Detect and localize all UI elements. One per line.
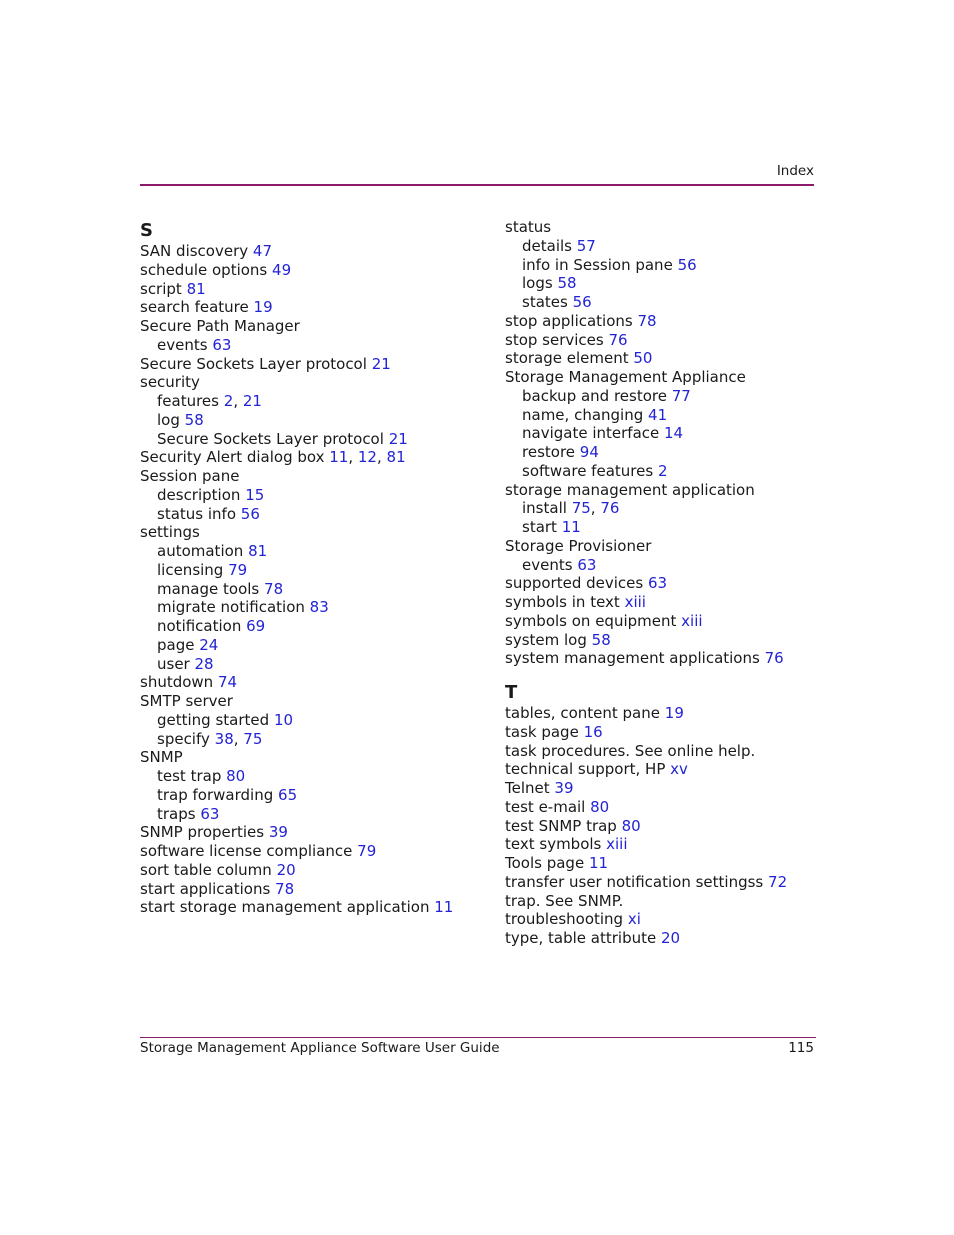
index-subentry	[140, 711, 470, 730]
index-entry	[505, 742, 825, 761]
index-term: tables, content pane	[505, 704, 660, 722]
index-term: specify	[157, 729, 210, 748]
index-term: licensing	[157, 560, 224, 579]
index-term: info in Session pane	[522, 255, 673, 274]
index-term: stop applications	[505, 311, 633, 330]
index-subentry	[505, 518, 825, 537]
index-term: software features	[522, 461, 654, 480]
index-entry	[505, 593, 825, 612]
index-subentry	[140, 805, 470, 824]
index-entry	[505, 910, 825, 929]
header-rule	[140, 184, 814, 186]
page-link[interactable]: 15	[245, 485, 265, 504]
page-link[interactable]: 20	[276, 860, 296, 879]
page-link[interactable]: 58	[184, 410, 204, 429]
index-entry	[140, 842, 470, 861]
index-term: Session pane	[140, 467, 240, 485]
page-link[interactable]: 11	[561, 518, 581, 536]
index-entry	[140, 692, 470, 711]
index-entry	[505, 349, 825, 368]
page-link[interactable]: 38	[214, 729, 234, 748]
index-subentry: specify 38, 75	[157, 729, 263, 748]
index-entry	[505, 929, 825, 948]
page-link[interactable]: 21	[242, 392, 262, 410]
index-entry	[505, 817, 825, 836]
index-entry	[140, 355, 470, 374]
index-subentry	[140, 336, 470, 355]
index-term: start	[522, 518, 557, 536]
page-link[interactable]: 39	[268, 823, 288, 842]
page-link[interactable]: 10	[273, 710, 294, 729]
page-link[interactable]: 39	[554, 779, 574, 797]
index-entry	[505, 631, 825, 650]
index-subentry	[505, 424, 825, 443]
index-subentry	[140, 636, 470, 655]
index-term: start storage management application	[140, 898, 430, 917]
page-number: 115	[788, 1040, 814, 1056]
index-subentry	[505, 387, 825, 406]
page-link[interactable]: 11	[329, 448, 349, 467]
page-link[interactable]: 12	[357, 448, 377, 467]
page-link[interactable]: 2	[657, 461, 668, 480]
index-entry	[505, 854, 825, 873]
index-term: symbols on equipment	[505, 611, 677, 630]
page-link[interactable]: 69	[246, 617, 266, 635]
index-term: manage tools	[157, 579, 260, 598]
index-term: system management applications	[505, 649, 760, 668]
index-term: security	[140, 373, 200, 392]
index-term: system log	[505, 630, 587, 649]
index-term: test trap	[157, 767, 222, 785]
index-term: restore	[522, 443, 576, 461]
index-entry	[140, 673, 470, 692]
index-subentry	[140, 411, 470, 430]
page-link[interactable]: 76	[600, 499, 620, 518]
index-subentry	[505, 556, 825, 575]
index-term: migrate notification	[157, 598, 305, 617]
index-entry	[140, 317, 470, 336]
index-term: description	[157, 485, 241, 504]
page-link[interactable]: 28	[194, 654, 214, 673]
page-link[interactable]: 20	[661, 929, 681, 947]
index-entry	[505, 574, 825, 593]
running-header: Index	[776, 163, 814, 179]
index-term: Storage Provisioner	[505, 536, 652, 555]
page-link[interactable]: 58	[557, 274, 577, 293]
page-link[interactable]: 79	[228, 560, 248, 579]
index-term: features	[157, 392, 219, 410]
page-link[interactable]: 81	[248, 542, 268, 560]
page-link[interactable]: 56	[572, 293, 592, 311]
page-link[interactable]: 41	[648, 405, 668, 424]
index-term: status info	[157, 504, 236, 523]
index-section-letter: T	[505, 682, 518, 703]
index-term: trap. See SNMP.	[505, 891, 624, 910]
footer-title: Storage Management Appliance Software User Guide	[140, 1040, 500, 1056]
index-term: events	[157, 335, 208, 354]
index-term: type, table attribute	[505, 929, 657, 947]
index-term: SNMP	[140, 748, 183, 767]
index-subentry	[505, 237, 825, 256]
index-term: Security Alert dialog box	[140, 448, 325, 467]
index-term: start applications	[140, 879, 271, 898]
page-link[interactable]: 81	[386, 448, 406, 467]
index-subentry	[140, 561, 470, 580]
page-link[interactable]: 16	[583, 722, 603, 741]
page-link[interactable]: 77	[671, 386, 691, 405]
index-entry	[140, 880, 470, 899]
index-entry	[140, 898, 470, 917]
index-term: symbols in text	[505, 593, 620, 611]
page-link[interactable]: xiii	[681, 611, 703, 630]
index-term: Telnet	[505, 779, 550, 797]
index-term: test e-mail	[505, 797, 586, 816]
index-term: install	[522, 499, 567, 518]
index-subentry	[140, 786, 470, 805]
page-link[interactable]: 75	[571, 499, 591, 518]
page-link[interactable]: 21	[371, 354, 391, 373]
page-link[interactable]: 57	[576, 236, 596, 255]
index-entry	[505, 779, 825, 798]
index-term: events	[522, 555, 573, 574]
index-term: transfer user notification settingss	[505, 872, 764, 891]
index-entry	[140, 823, 470, 842]
page-link[interactable]: 80	[621, 816, 641, 835]
index-subentry	[140, 598, 470, 617]
index-term: Secure Sockets Layer protocol	[140, 354, 367, 373]
index-term: status	[505, 218, 552, 236]
page-link[interactable]: 80	[226, 767, 246, 785]
index-entry	[505, 481, 825, 500]
page-link[interactable]: 14	[664, 424, 684, 443]
page-link[interactable]: 50	[633, 349, 653, 368]
index-term: trap forwarding	[157, 785, 274, 804]
page-link[interactable]: 11	[434, 898, 454, 917]
index-subentry	[140, 617, 470, 636]
index-entry	[140, 748, 470, 767]
index-term: notification	[157, 617, 242, 635]
footer-rule	[140, 1037, 816, 1038]
index-term: task page	[505, 722, 579, 741]
index-entry	[140, 467, 470, 486]
index-entry	[505, 649, 825, 668]
index-subentry	[140, 580, 470, 599]
index-term: getting started	[157, 710, 270, 729]
page-link[interactable]: 75	[243, 729, 263, 748]
index-term: technical support, HP	[505, 760, 666, 779]
index-term: sort table column	[140, 860, 272, 879]
page-link[interactable]: 24	[199, 635, 219, 654]
index-term: navigate interface	[522, 424, 660, 443]
index-subentry	[505, 462, 825, 481]
index-term: name, changing	[522, 405, 644, 424]
index-entry: Security Alert dialog box 11, 12, 81	[140, 448, 406, 467]
index-term: details	[522, 236, 572, 255]
page-link[interactable]: 2	[223, 392, 234, 410]
page-link[interactable]: xv	[670, 760, 688, 779]
index-subentry	[505, 256, 825, 275]
index-subentry	[140, 655, 470, 674]
index-entry	[505, 612, 825, 631]
page-link[interactable]: 76	[608, 330, 628, 349]
index-term: supported devices	[505, 574, 644, 593]
index-entry	[505, 312, 825, 331]
index-term: logs	[522, 274, 553, 293]
index-term: task procedures. See online help.	[505, 741, 756, 760]
index-term: traps	[157, 804, 196, 823]
page-link[interactable]: xiii	[624, 593, 646, 611]
section-gap	[505, 668, 825, 680]
page-link[interactable]: 81	[186, 279, 206, 298]
index-section-letter: S	[140, 220, 153, 241]
page-link[interactable]: 76	[764, 649, 784, 668]
index-entry	[505, 704, 825, 723]
index-term: schedule options	[140, 260, 268, 279]
page-link[interactable]: 83	[309, 598, 329, 617]
page-link[interactable]: 47	[252, 242, 273, 260]
index-term: log	[157, 410, 180, 429]
index-term: SMTP server	[140, 692, 233, 710]
index-term: test SNMP trap	[505, 816, 617, 835]
index-entry	[140, 373, 470, 392]
page-link[interactable]: 21	[388, 429, 408, 448]
page-link[interactable]: 19	[253, 298, 273, 317]
page-link[interactable]: 11	[588, 854, 609, 872]
page-link[interactable]: 63	[212, 335, 232, 354]
page-link[interactable]: 56	[240, 504, 260, 523]
page-link[interactable]: 49	[272, 260, 292, 279]
page-link[interactable]: 72	[768, 872, 788, 891]
page-link[interactable]: xi	[627, 910, 641, 929]
index-entry	[505, 723, 825, 742]
index-column-right	[505, 218, 825, 948]
page-link[interactable]: 79	[357, 842, 377, 860]
index-entry	[505, 835, 825, 854]
index-subentry	[140, 505, 470, 524]
page-link[interactable]: 63	[200, 804, 220, 823]
index-entry	[505, 873, 825, 892]
index-subentry: install 75, 76	[522, 499, 620, 518]
index-term: SNMP properties	[140, 823, 265, 842]
index-term: troubleshooting	[505, 910, 624, 929]
index-term: Secure Path Manager	[140, 317, 300, 335]
page-link[interactable]: 65	[278, 785, 298, 804]
index-entry	[140, 261, 470, 280]
index-entry	[505, 218, 825, 237]
page-link[interactable]: 56	[677, 255, 697, 274]
index-term: SAN discovery	[140, 242, 249, 260]
page-link[interactable]: xiii	[606, 835, 628, 854]
index-entry	[505, 798, 825, 817]
index-term: page	[157, 635, 195, 654]
index-subentry	[140, 542, 470, 561]
index-column-left	[140, 218, 470, 917]
page-link[interactable]: 94	[579, 443, 599, 461]
index-entry	[140, 298, 470, 317]
page-link[interactable]: 19	[664, 704, 684, 722]
index-term: automation	[157, 542, 244, 560]
index-term: Storage Management Appliance	[505, 368, 746, 386]
index-subentry	[505, 293, 825, 312]
index-subentry	[505, 443, 825, 462]
index-entry	[140, 523, 470, 542]
index-term: text symbols	[505, 835, 602, 854]
index-term: software license compliance	[140, 842, 353, 860]
index-term: storage element	[505, 349, 629, 368]
index-subentry	[140, 430, 470, 449]
index-entry	[505, 760, 825, 779]
index-term: states	[522, 293, 568, 311]
page-link[interactable]: 78	[637, 311, 657, 330]
index-subentry: features 2, 21	[157, 392, 262, 410]
page-link[interactable]: 78	[275, 879, 295, 898]
index-entry	[140, 280, 470, 299]
index-entry	[140, 242, 470, 261]
index-subentry	[140, 767, 470, 786]
index-term: search feature	[140, 298, 249, 317]
index-term: Secure Sockets Layer protocol	[157, 429, 384, 448]
index-term: backup and restore	[522, 386, 667, 405]
index-term: stop services	[505, 330, 604, 349]
page-link[interactable]: 63	[647, 574, 668, 593]
index-entry	[505, 537, 825, 556]
index-term: shutdown	[140, 673, 214, 692]
index-subentry	[505, 274, 825, 293]
page-link[interactable]: 78	[264, 579, 284, 598]
index-term: storage management application	[505, 480, 755, 499]
index-term: Tools page	[505, 854, 585, 872]
index-term: user	[157, 654, 190, 673]
index-subentry	[505, 406, 825, 425]
page-link[interactable]: 74	[217, 673, 238, 692]
index-subentry	[140, 486, 470, 505]
page-link[interactable]: 63	[577, 555, 597, 574]
page-link[interactable]: 80	[590, 797, 610, 816]
index-entry	[140, 861, 470, 880]
page-link[interactable]: 58	[591, 630, 611, 649]
index-entry	[505, 892, 825, 911]
index-entry	[505, 368, 825, 387]
index-term: script	[140, 279, 182, 298]
index-entry	[505, 331, 825, 350]
index-term: settings	[140, 523, 200, 542]
